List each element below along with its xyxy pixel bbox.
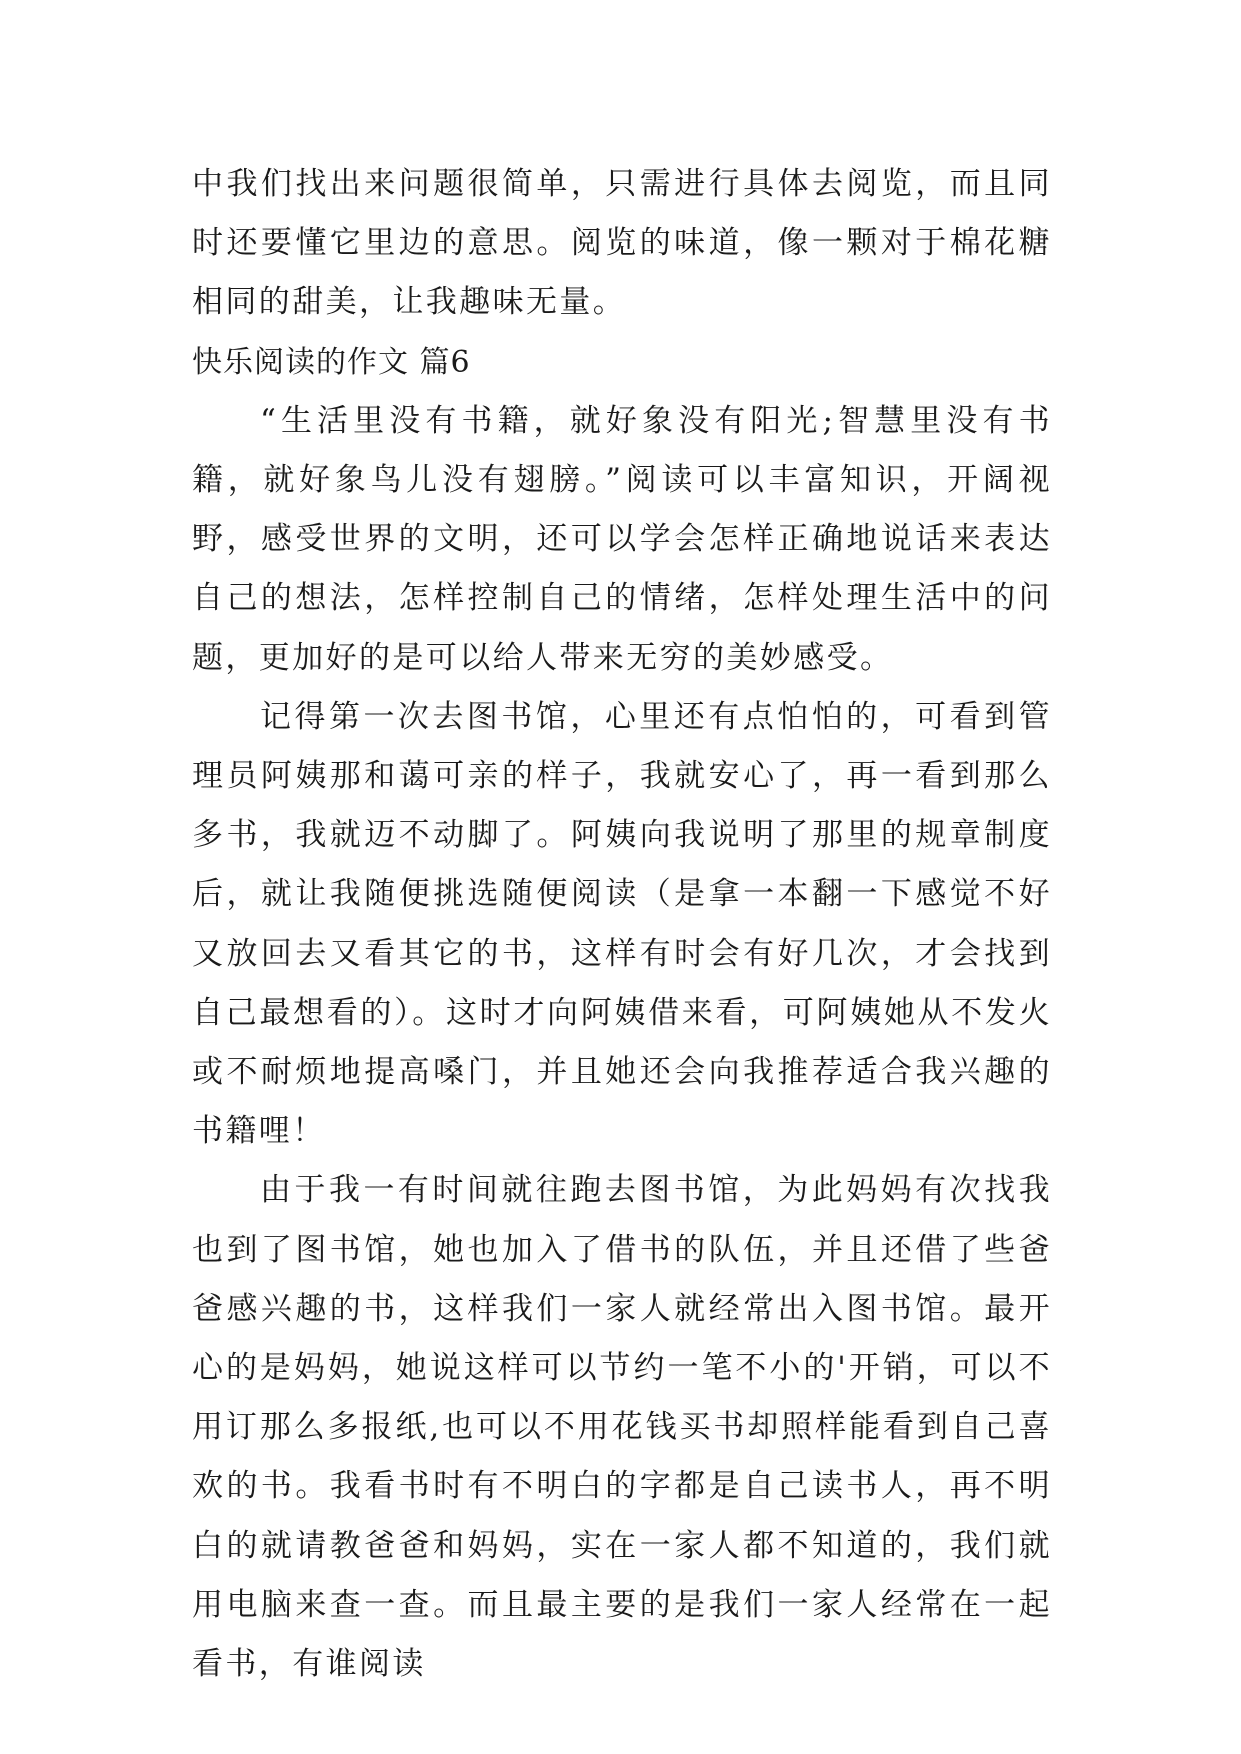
paragraph-quote: “生活里没有书籍，就好象没有阳光;智慧里没有书籍，就好象鸟儿没有翅膀。”阅读可以丰富知识，开阔视野，感受世界的文明，还可以学会怎样正确地说话来表达自己的想法，怎样控制自己的情绪，怎样处理生活中的问题，更加好的是可以给人带来无穷的美妙感受。: [192, 402, 1052, 676]
paragraph-library-visit: 记得第一次去图书馆，心里还有点怕怕的，可看到管理员阿姨那和蔼可亲的样子，我就安心了，再一看到那么多书，我就迈不动脚了。阿姨向我说明了那里的规章制度后，就让我随便挑选随便阅读（是拿一本翻一下感觉不好又放回去又看其它的书，这样有时会有好几次，才会找到自己最想看的）。这时才向阿姨借来看，可阿姨她从不发火或不耐烦地提高嗓门，并且她还会向我推荐适合我兴趣的书籍哩！: [192, 698, 1052, 1150]
paragraph-family-reading: 由于我一有时间就往跑去图书馆，为此妈妈有次找我也到了图书馆，她也加入了借书的队伍，并且还借了些爸爸感兴趣的书，这样我们一家人就经常出入图书馆。最开心的是妈妈，她说这样可以节约一笔不小的'开销，可以不用订那么多报纸,也可以不用花钱买书却照样能看到自己喜欢的书。我看书时有不明白的字都是自己读书人，再不明白的就请教爸爸和妈妈，实在一家人都不知道的，我们就用电脑来查一查。而且最主要的是我们一家人经常在一起看书，有谁阅读: [192, 1172, 1052, 1683]
document-body: [192, 155, 1052, 1694]
continued-paragraph: 中我们找出来问题很简单，只需进行具体去阅览，而且同时还要懂它里边的意思。阅览的味道，像一颗对于棉花糖相同的甜美，让我趣味无量。: [192, 166, 1052, 321]
section-heading: 快乐阅读的作文 篇6: [192, 344, 471, 380]
